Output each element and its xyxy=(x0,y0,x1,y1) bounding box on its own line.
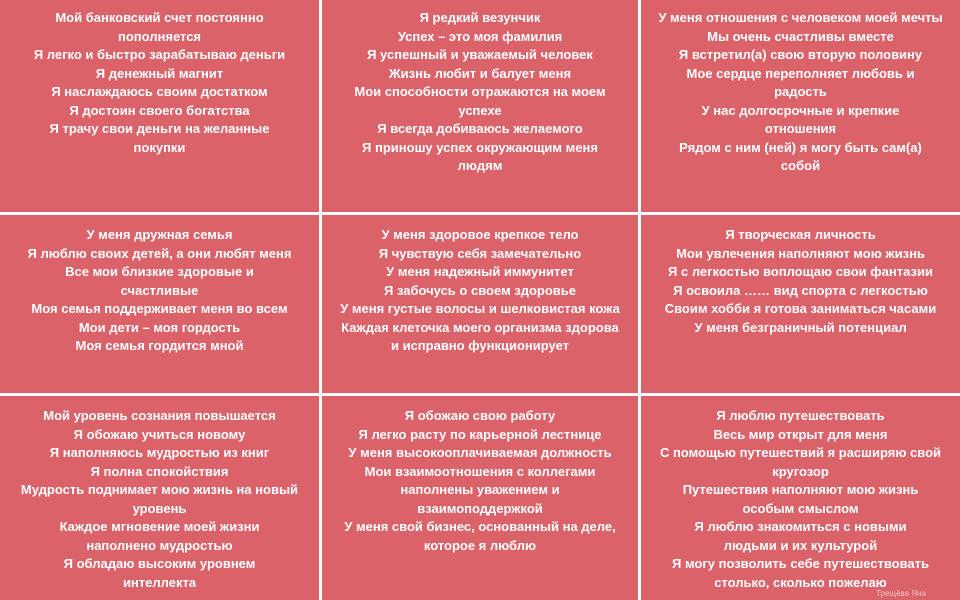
card-line: У меня дружная семья xyxy=(86,227,233,242)
card-line: Все мои близкие здоровые и счастливые xyxy=(65,264,254,298)
card-line: Успех – это моя фамилия xyxy=(397,28,563,44)
card-line: Мои взаимоотношения с коллегами наполнены уважением и взаимоподдержкой xyxy=(364,463,596,516)
card-line: Я с легкостью воплощаю свои фантазии xyxy=(668,264,933,279)
card-line: Моя семья поддерживает меня во всем xyxy=(31,301,288,316)
card-line: Мой уровень сознания повышается xyxy=(43,408,276,423)
card-line: Мы очень счастливы вместе xyxy=(707,28,894,44)
card-line: Я обожаю учиться новому xyxy=(73,426,246,442)
card-success xyxy=(322,0,638,212)
card-line: Я люблю путешествовать xyxy=(716,408,885,423)
card-line: Моя семья гордится мной xyxy=(75,338,244,353)
card-line: У меня густые волосы и шелковистая кожа xyxy=(340,301,620,316)
card-line: Я наслаждаюсь своим достатком xyxy=(51,84,268,99)
card-line: Каждое мгновение моей жизни наполнено мудростью xyxy=(59,519,260,553)
card-career xyxy=(322,396,638,600)
card-line: У меня безграничный потенциал xyxy=(694,319,907,335)
card-line: У нас долгосрочные и крепкие отношения xyxy=(701,102,900,136)
card-line: Мои дети – моя гордость xyxy=(78,319,241,335)
card-line: Рядом с ним (ней) я могу быть сам(а) собой xyxy=(679,139,922,173)
card-family xyxy=(0,215,319,393)
card-line: Я полна спокойствия xyxy=(90,463,229,479)
card-line: Я люблю знакомиться с новыми людьми и их культурой xyxy=(694,519,907,553)
card-line: У меня надежный иммунитет xyxy=(386,264,574,279)
card-line: У меня отношения с человеком моей мечты xyxy=(658,10,943,25)
card-line: Я легко расту по карьерной лестнице xyxy=(358,426,602,442)
card-line: Я всегда добиваюсь желаемого xyxy=(377,121,583,136)
card-money xyxy=(0,0,319,212)
card-line: Весь мир открыт для меня xyxy=(713,426,888,442)
card-line: Я трачу свои деньги на желанные покупки xyxy=(49,121,270,155)
card-line: Я достоин своего богатства xyxy=(69,102,250,118)
card-line: Мой банковский счет постоянно пополняется xyxy=(55,10,264,44)
card-line: Я обладаю высоким уровнем интеллекта xyxy=(63,556,256,590)
card-line: Я редкий везунчик xyxy=(419,10,541,25)
card-line: Путешествия наполняют мою жизнь особым смыслом xyxy=(682,482,919,516)
card-line: Я легко и быстро зарабатываю деньги xyxy=(33,47,286,62)
card-line: Я чувствую себя замечательно xyxy=(378,245,582,261)
card-line: Каждая клеточка моего организма здорова и исправно функционирует xyxy=(341,319,619,353)
card-line: Я наполняюсь мудростью из книг xyxy=(49,445,270,460)
author-watermark: Трещёва Яна xyxy=(876,589,926,598)
card-line: Мое сердце переполняет любовь и радость xyxy=(686,65,915,99)
card-line: У меня высокооплачиваемая должность xyxy=(348,445,612,460)
card-line: Я успешный и уважаемый человек xyxy=(367,47,593,62)
card-health xyxy=(322,215,638,393)
card-line: Я люблю своих детей, а они любят меня xyxy=(27,245,292,261)
card-line: Я денежный магнит xyxy=(95,65,224,81)
card-line: Я забочусь о своем здоровье xyxy=(384,282,576,298)
card-line: Я освоила …… вид спорта с легкостью xyxy=(673,282,928,298)
card-line: Мои увлечения наполняют мою жизнь xyxy=(676,245,925,261)
card-line: Мои способности отражаются на моем успехе xyxy=(354,84,606,118)
card-line: Я обожаю свою работу xyxy=(404,408,556,423)
card-line: Я приношу успех окружающим меня людям xyxy=(362,139,598,173)
card-line: С помощью путешествий я расширяю свой кругозор xyxy=(659,445,942,479)
card-travel xyxy=(641,396,960,600)
card-line: Жизнь любит и балует меня xyxy=(388,65,572,81)
card-line: Я могу позволить себе путешествовать столько, сколько пожелаю xyxy=(672,556,929,590)
card-line: Я встретил(а) свою вторую половину xyxy=(678,47,923,62)
card-line: У меня здоровое крепкое тело xyxy=(381,227,579,242)
card-creativity xyxy=(641,215,960,393)
card-wisdom xyxy=(0,396,319,600)
card-line: У меня свой бизнес, основанный на деле, которое я люблю xyxy=(344,519,616,553)
card-line: Мудрость поднимает мою жизнь на новый уровень xyxy=(20,482,299,516)
card-line: Своим хобби я готова заниматься часами xyxy=(664,301,937,316)
card-love xyxy=(641,0,960,212)
card-line: Я творческая личность xyxy=(725,227,876,242)
